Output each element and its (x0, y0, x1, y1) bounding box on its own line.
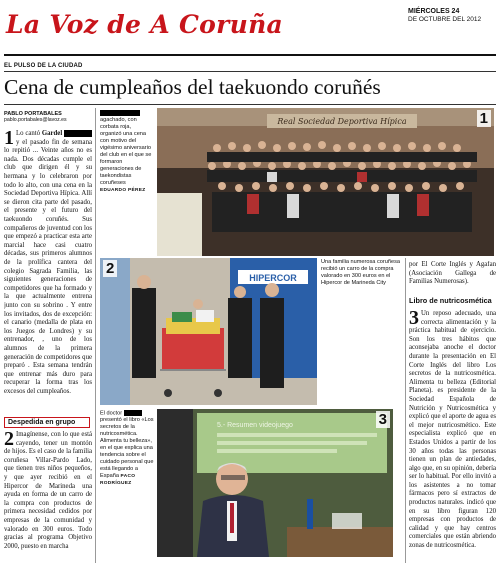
story-1-text (4, 130, 92, 416)
group-photo-illustration (157, 108, 494, 256)
column-divider (95, 108, 96, 563)
masthead-logo: La Voz de A Coruña (6, 10, 284, 39)
issue-date (408, 8, 493, 24)
dropcap-1: 1 (4, 130, 14, 149)
story-1-lead: Lo cantó (16, 130, 41, 138)
photo-2-caption: Una familia numerosa coruñesa recibió un carro de la compra valorado en 300 euros en el Hipercor de Marineda City (321, 259, 400, 286)
story-2-continuation: por El Corte Inglés y Agafan (Asociación Gallega de Familias Numerosas). (409, 261, 496, 286)
photo-banner: Real Sociedad Deportiva Hípica (277, 117, 407, 126)
photo-1-caption (100, 110, 154, 210)
photo-1-credit: EDUARDO PÉREZ (100, 188, 146, 194)
photo-1-caption-text: agachado, con corbata roja, organizó una cena con motivo del vigésimo aniversario del club en el que se formaron generaciones de taekondistas coruñeses (100, 117, 152, 187)
section-label: EL PULSO DE LA CIUDAD (4, 63, 83, 69)
date-weekday: MIÉRCOLES 24 (408, 8, 460, 15)
photo-3-caption (100, 410, 154, 520)
photo-group (157, 108, 494, 256)
photo-3-credit: PACO RODRÍGUEZ (100, 474, 136, 487)
story-3-text (409, 310, 496, 562)
column-divider (405, 258, 406, 563)
redaction (124, 410, 142, 416)
cart-photo-illustration (100, 258, 317, 405)
redaction (64, 130, 92, 137)
story-2-body: Imagínense, con lo que está cayendo, tener un montón de hijos. Es el caso de la familia coruñesa Villar-Pardo Lado, que tienen tres niños pequeños, y que ayer recibió en el Hipercor de Marineda una ayuda en forma de un carro de la compra con productos de primera necesidad cedidos por empresas de la comunidad y valorado en 300 euros. Todo gracias al programa Objetivo 2000, puesto en marcha (4, 431, 92, 550)
photo-presentation (157, 409, 393, 557)
author-name: PABLO PORTABALES (4, 111, 62, 117)
story-1-body: y el pasado fin de semana lo repitió ... Veinte años no es nada. Dos décadas cumple el club que dirigen él y su hermana y lo celebraron por todo lo alto, con una cena en la Sociedad Deportiva Hípica. Allí se dieron cita parte del pasado, el presente y el futuro del taekuondo coruñés. Sus compañeros de juventud con los que empezó a practicar esta arte marcial hace casi cuatro décadas, sus primeros alumnos de la prolífica cantera del colegio Sagrada Familia, las siguientes generaciones de competidores que ha formado y la que actualmente entrena junto con su sobrino . Y entre los invitados, dos de excepción: el canario (medalla de plata en los Juegos de Londres) y su entrenador, , uno de los alumnos de la primera generación de competidores que preparó . Esta semana tendrán que entrenar más duro para recuperar la forma tras los excesos del cumpleaños. (4, 138, 92, 395)
dropcap-2: 2 (4, 431, 14, 450)
photo-sign-text: HIPERCOR (249, 273, 297, 283)
slide-title: 5.- Resumen videojuego (217, 422, 293, 429)
story-1-name: Gardel (41, 130, 63, 138)
photo-number-3: 3 (376, 411, 390, 428)
presentation-photo-illustration (157, 409, 393, 557)
story-3-body: Un reposo adecuado, una correcta alimentación y la práctica habitual de ejercicio. Son los tres hábitos que aconsejaba anoche el doctor durante la presentación en El Corte Inglés del libro Los secretos de la nutricosmética. Alimenta tu belleza (Editorial Planeta). es presidente de la Sociedad Española de Nutrición y Nutricosmética y explicó que el aporte de agua es el mejor nutricosmético. Este especialista explicó que en Estados Unidos a partir de los 30 años todas las personas tienen un plan de antiedades, algo que, en su opinión, debería ser lo habitual. Por ello invitó a los asistentes a no tomar fármacos pero sí extractos de productos naturales. indicó que en su libro figuran 120 empresas con productos de calidad y que hay centros comerciales que están abriendo zonas de nutricosmética. (409, 310, 496, 550)
author-email[interactable]: pablo.portabales@lavoz.es (4, 117, 67, 123)
photo-number-2: 2 (103, 260, 117, 277)
byline (4, 111, 67, 123)
headline-rule (4, 104, 496, 105)
story-2-text (4, 431, 92, 563)
sidebar-title: Libro de nutricosmética (409, 296, 492, 305)
photo-number-1: 1 (477, 110, 491, 127)
page-title: Cena de cumpleaños del taekuondo coruñés (4, 75, 381, 99)
dropcap-3: 3 (409, 310, 419, 329)
photo-shopping-cart (100, 258, 317, 405)
subhead-despedida: Despedida en grupo (4, 417, 90, 428)
photo-3-caption-lead: El doctor (100, 410, 123, 417)
photo-3-caption-text: presentó el libro «Los secretos de la nutricosmética. Alimenta tu belleza», en el que explica una tendencia sobre el cuidado personal que está llegando a España (100, 417, 154, 480)
masthead-rule (4, 54, 496, 56)
section-rule (4, 71, 496, 72)
redaction (100, 110, 140, 116)
date-rest: DE OCTUBRE DEL 2012 (408, 16, 482, 23)
